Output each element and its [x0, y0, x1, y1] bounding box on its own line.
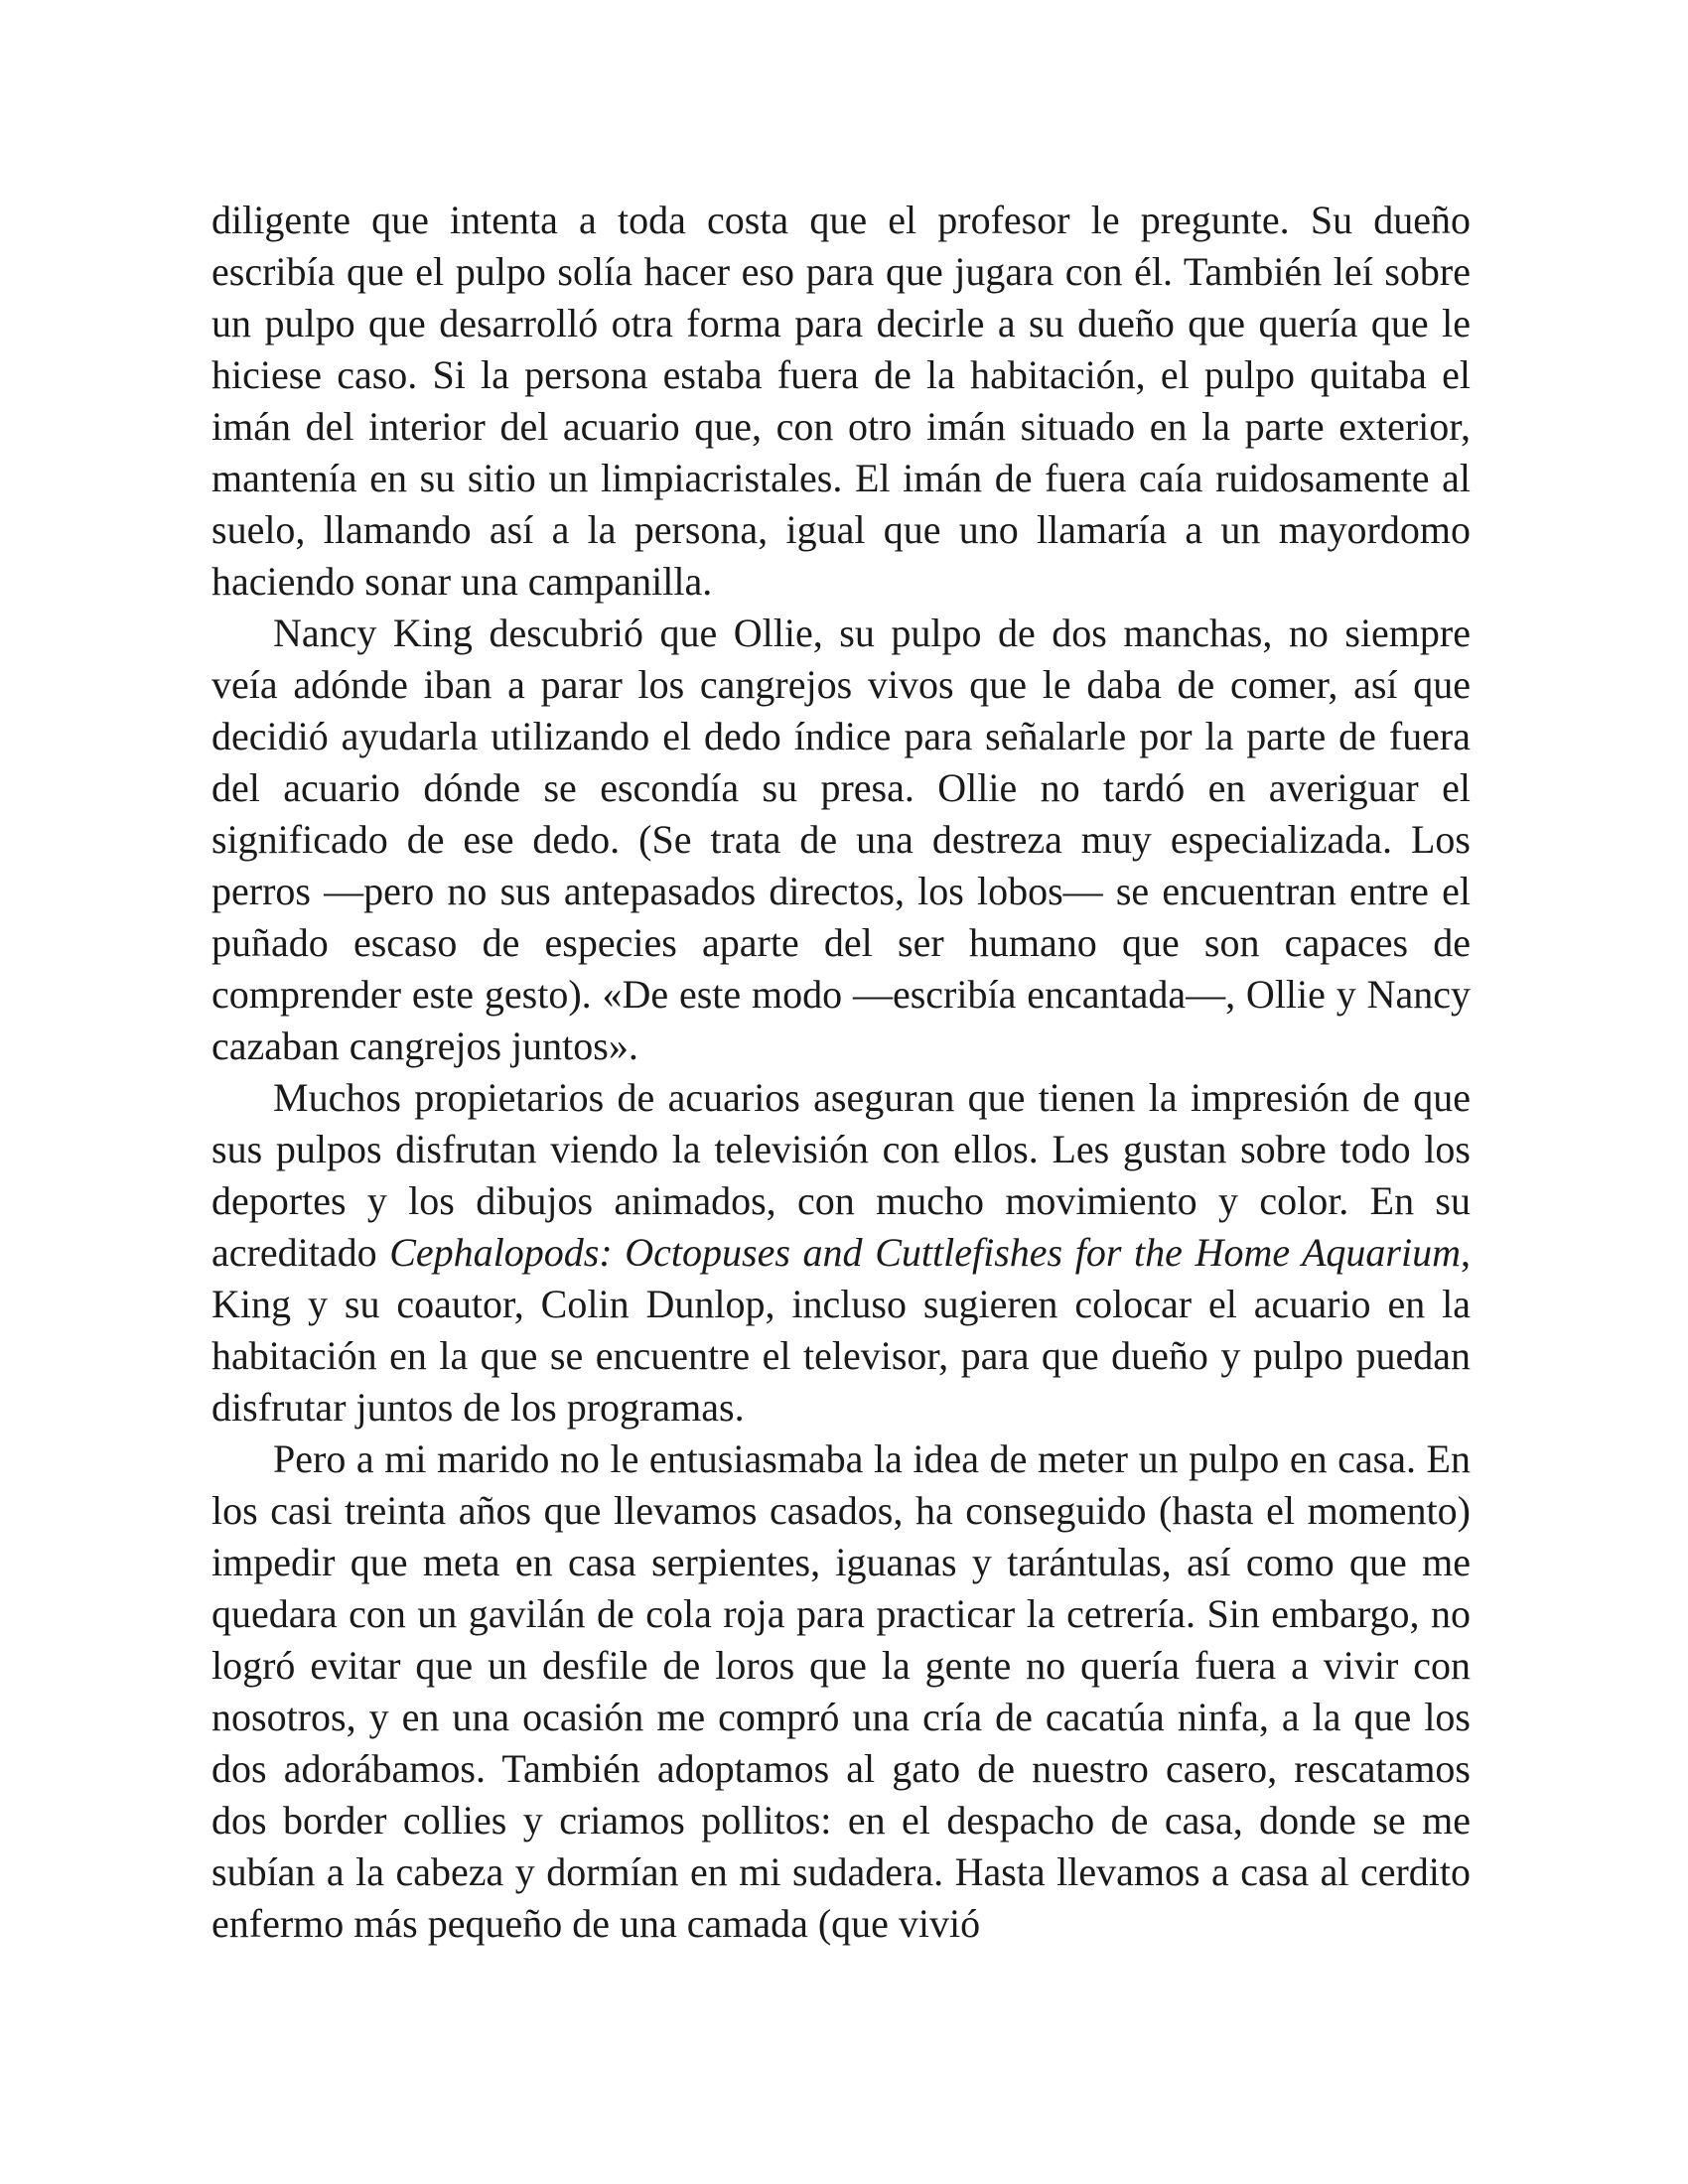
paragraph-4: [211, 1433, 1471, 1950]
paragraph-3: [211, 1072, 1471, 1433]
book-title-italic: Cephalopods: Octopuses and Cuttlefishes for the Home Aquarium: [389, 1230, 1461, 1275]
paragraph-3-text-end: , King y su coautor, Colin Dunlop, incluso sugieren colocar el acuario en la habitación en la que se encuentre el televisor, para que dueño y pulpo puedan disfrutar juntos de los programas.: [211, 1230, 1471, 1430]
page-body: [211, 195, 1471, 1950]
paragraph-2-text: Nancy King descubrió que Ollie, su pulpo de dos manchas, no siempre veía adónde iban a parar los cangrejos vivos que le daba de comer, así que decidió ayudarla utilizando el dedo índice para señalarle por la parte de fuera del acuario dónde se escondía su presa. Ollie no tardó en averiguar el significado de ese dedo. (Se trata de una destreza muy especializada. Los perros —pero no sus antepasados directos, los lobos— se encuentran entre el puñado escaso de especies aparte del ser humano que son capaces de comprender este gesto). «De este modo —escribía encantada—, Ollie y Nancy cazaban cangrejos juntos».: [211, 611, 1471, 1068]
paragraph-3-text-start: Muchos propietarios de acuarios aseguran que tienen la impresión de que sus pulpos disfrutan viendo la televisión con ellos. Les gustan sobre todo los deportes y los dibujos animados, con mucho movimiento y color. En su acreditado: [211, 1075, 1471, 1275]
paragraph-2: [211, 608, 1471, 1072]
paragraph-1-text: diligente que intenta a toda costa que el profesor le pregunte. Su dueño escribía que el pulpo solía hacer eso para que jugara con él. También leí sobre un pulpo que desarrolló otra forma para decirle a su dueño que quería que le hiciese caso. Si la persona estaba fuera de la habitación, el pulpo quitaba el imán del interior del acuario que, con otro imán situado en la parte exterior, mantenía en su sitio un limpiacristales. El imán de fuera caía ruidosamente al suelo, llamando así a la persona, igual que uno llamaría a un mayordomo haciendo sonar una campanilla.: [211, 198, 1471, 604]
paragraph-4-text: Pero a mi marido no le entusiasmaba la idea de meter un pulpo en casa. En los casi treinta años que llevamos casados, ha conseguido (hasta el momento) impedir que meta en casa serpientes, iguanas y tarántulas, así como que me quedara con un gavilán de cola roja para practicar la cetrería. Sin embargo, no logró evitar que un desfile de loros que la gente no quería fuera a vivir con nosotros, y en una ocasión me compró una cría de cacatúa ninfa, a la que los dos adorábamos. También adoptamos al gato de nuestro casero, rescatamos dos border collies y criamos pollitos: en el despacho de casa, donde se me subían a la cabeza y dormían en mi sudadera. Hasta llevamos a casa al cerdito enfermo más pequeño de una camada (que vivió: [211, 1436, 1471, 1946]
paragraph-1: [211, 195, 1471, 608]
